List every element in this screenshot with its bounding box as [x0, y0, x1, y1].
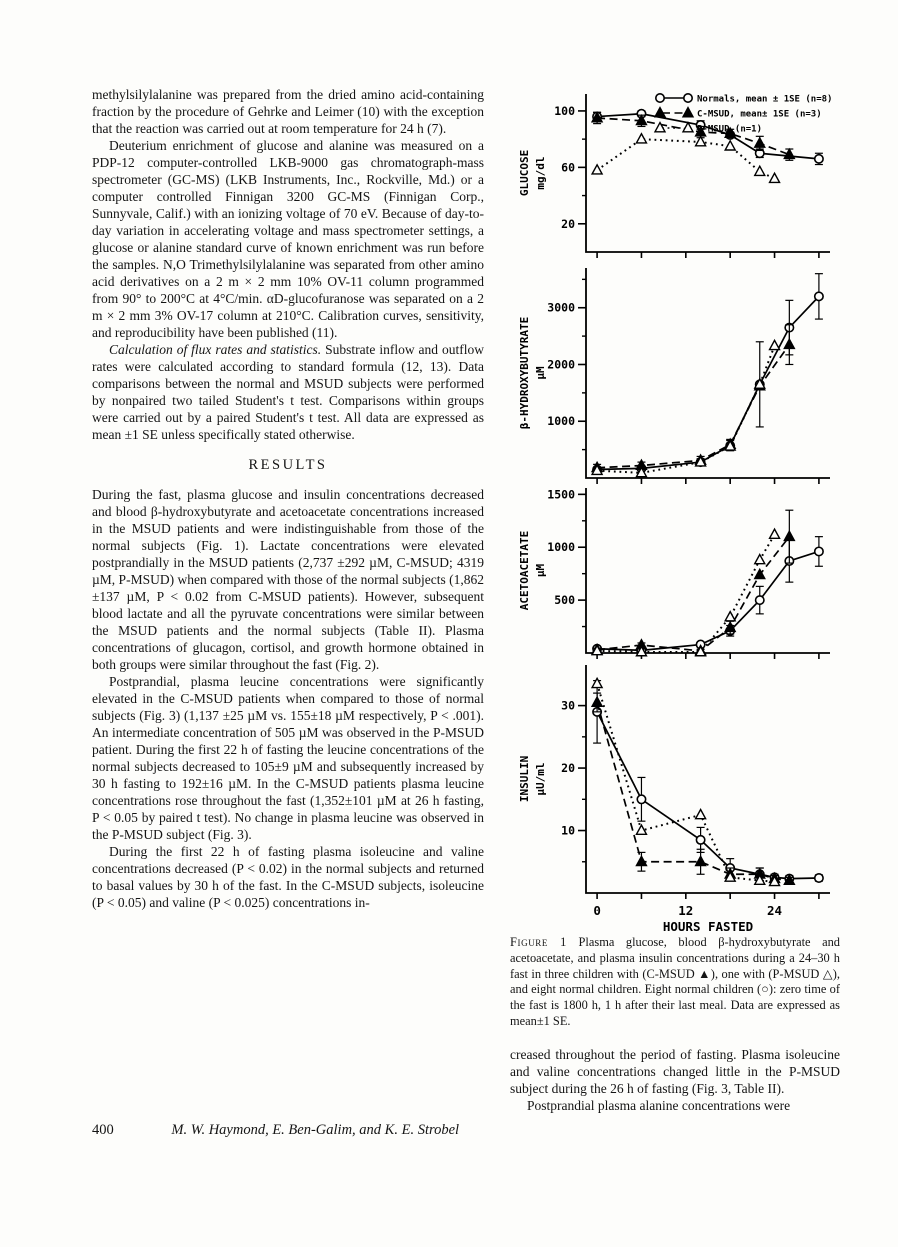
panel-insulin: [518, 665, 830, 933]
svg-text:µM: µM: [534, 563, 547, 578]
svg-text:0: 0: [593, 903, 601, 918]
svg-text:INSULIN: INSULIN: [518, 755, 531, 803]
svg-text:mg/dl: mg/dl: [534, 156, 547, 190]
svg-text:P-MSUD,(n=1): P-MSUD,(n=1): [697, 124, 763, 135]
paragraph-flux-lead: Calculation of flux rates and statistics.: [109, 342, 322, 357]
figure-1-caption: [510, 935, 840, 1030]
right-column: [510, 86, 840, 1114]
svg-text:µM: µM: [534, 366, 547, 380]
figure-legend: [655, 94, 832, 135]
paragraph-results-3: During the first 22 h of fasting plasma isoleucine and valine concentrations decreased (P < 0.02) in the normal subjects and returned to basal values by 30 h of the fast. In the C-MSUD subjects, isoleucine (P < 0.05) and valine (P < 0.025) concentrations in-: [92, 844, 484, 910]
svg-text:C-MSUD, mean± 1SE (n=3): C-MSUD, mean± 1SE (n=3): [697, 109, 822, 120]
svg-text:500: 500: [554, 593, 575, 608]
svg-text:ACETOACETATE: ACETOACETATE: [518, 530, 531, 611]
panel-acetoacetate: [518, 487, 830, 659]
figure-1-svg: [510, 86, 840, 933]
figure-1-caption-text: Plasma glucose, blood β-hydroxybutyrate and acetoacetate, and plasma insulin concentrations during a 24–30 h fast in three children with (C-MSUD ▲), one with (P-MSUD △), and eight normal children. Eight normal children (○): zero time of the fast is 1800 h, 1 h after their last meal. Data are expressed as mean±1 SE.: [510, 935, 841, 1028]
svg-text:20: 20: [561, 761, 575, 776]
svg-text:2000: 2000: [547, 357, 575, 372]
svg-text:10: 10: [561, 823, 575, 838]
svg-text:Normals, mean ± 1SE (n=8): Normals, mean ± 1SE (n=8): [697, 94, 833, 105]
paragraph-results-1: During the fast, plasma glucose and insulin concentrations decreased and blood β-hydroxybutyrate and acetoacetate concentrations increased in the MSUD patients and were indistinguishable from those of the normal subjects (Fig. 1). Lactate concentrations were elevated postprandially in the MSUD patients (2,737 ±292 µM, C-MSUD; 4319 µM, P-MSUD) when compared with those of the normal subjects (1,862 ±137 µM, P < 0.02 from C-MSUD patients). However, subsequent blood lactate and all the pyruvate concentrations were similar between the MSUD patients and the normal subjects (Table II). Plasma concentrations of glucagon, cortisol, and growth hormone obtained in both groups were similar throughout the fast (Fig. 2).: [92, 487, 484, 672]
paragraph-alanine-start: Postprandial plasma alanine concentrations were: [527, 1097, 791, 1113]
panel-beta-hydroxybutyrate: [518, 268, 830, 484]
results-heading: RESULTS: [248, 457, 328, 473]
svg-text:1500: 1500: [547, 487, 575, 502]
svg-text:60: 60: [561, 160, 575, 175]
svg-text:β-HYDROXYBUTYRATE: β-HYDROXYBUTYRATE: [518, 316, 531, 430]
paragraph-deuterium-enrichment: Deuterium enrichment of glucose and alanine was measured on a PDP-12 computer-controlled LKB-9000 gas chromatograph-mass spectrometer (GC-MS) (LKB Instruments, Inc., Rockville, Md.) or a computer controlled Finnigan 3200 GC-MS (Finnigan Corp., Sunnyvale, Calif.) with an ionizing voltage of 70 eV. Because of day-to-day variation in accelerating voltage and mass spectrometer settings, a glucose or alanine standard curve of known enrichment was run before the samples. N,O Trimethylsilylalanine was separated from other amino acid derivatives on a 2 m × 2 mm 10% OV-11 column programmed from 90° to 200°C at 4°C/min. αD-glucofuranose was separated on a 2 m × 2 mm 3% OV-17 column at 210°C. Calibration curves, sensitivity, and reproducibility have been published (11).: [92, 138, 484, 340]
svg-text:100: 100: [554, 103, 575, 118]
svg-text:24: 24: [767, 903, 783, 918]
page-footer: [92, 1122, 812, 1139]
paragraph-flux-calculation: [92, 341, 484, 443]
two-column-layout: [92, 86, 840, 1114]
paragraph-results-continued: creased throughout the period of fasting. Plasma isoleucine and valine concentrations changed little in the P-MSUD subject during the 26 h of fasting (Fig. 3, Table II).: [510, 1046, 840, 1096]
paragraph-results-2: Postprandial, plasma leucine concentrations were significantly elevated in the C-MSUD patients when compared to those of normal subjects (Fig. 3) (1,137 ±25 µM vs. 155±18 µM respectively, P < .001). An intermediate concentration of 505 µM was observed in the P-MSUD patient. During the first 22 h of fasting the leucine concentrations of the normal subjects decreased to 105±9 µM and subsequently increased by 30 h fasting to 192±16 µM. In the C-MSUD patients plasma leucine concentrations rose throughout the fast (1,352±101 µM at 26 h fasting, P < 0.05 by paired t test). No change in plasma leucine was observed in the P-MSUD subject (Fig. 3).: [92, 674, 484, 842]
paragraph-flux-rest: Substrate inflow and outflow rates were calculated according to standard formula (12, 13). Data comparisons between the normal and MSUD subjects were performed by nonpaired two tailed Student's t test. Comparisons within groups were carried out by a paired Student's t test. All data are expressed as mean ±1 SE unless specifically stated otherwise.: [92, 342, 485, 442]
svg-text:12: 12: [678, 903, 694, 918]
svg-text:30: 30: [561, 698, 575, 713]
paragraph-methods-continuation: methylsilylalanine was prepared from the dried amino acid-containing fraction by the procedure of Gehrke and Leimer (10) with the exception that the reaction was carried out at room temperature for 24 h (7).: [92, 87, 484, 136]
left-column: [92, 86, 484, 1114]
footer-authors: M. W. Haymond, E. Ben-Galim, and K. E. Strobel: [171, 1122, 460, 1138]
svg-text:1000: 1000: [547, 414, 575, 429]
svg-text:3000: 3000: [547, 300, 575, 315]
svg-text:µU/ml: µU/ml: [534, 762, 547, 796]
page-number: 400: [92, 1122, 114, 1138]
svg-text:GLUCOSE: GLUCOSE: [518, 149, 531, 197]
figure-1-chart: [510, 86, 840, 931]
x-axis-title: HOURS FASTED: [662, 919, 754, 933]
svg-text:1000: 1000: [547, 540, 575, 555]
svg-text:20: 20: [561, 216, 575, 231]
figure-1-caption-label: Figure 1: [510, 935, 567, 949]
